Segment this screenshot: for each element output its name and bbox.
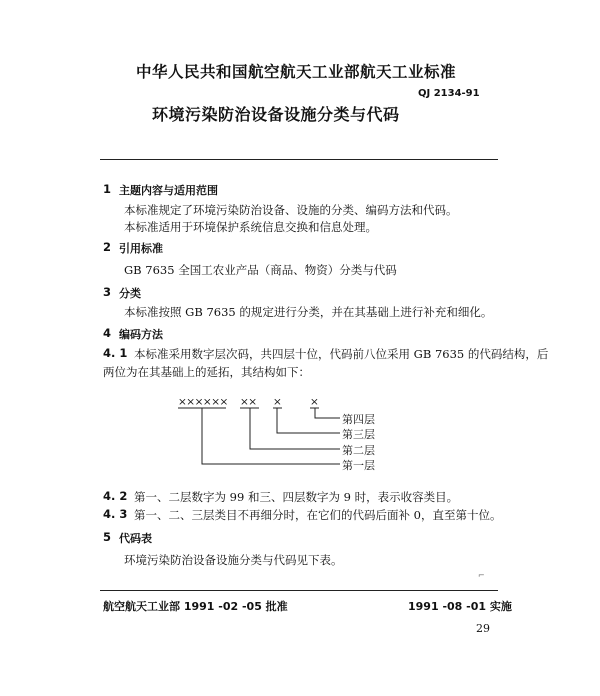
connector-layer-1 (202, 408, 340, 464)
footer-rule (100, 590, 498, 591)
clause-4-2-number: 4. 2 (103, 489, 128, 503)
code-group-2: ×× (240, 396, 257, 408)
effective-date: 1991 -08 -01 实施 (408, 600, 512, 613)
section-4-number: 4 (103, 326, 112, 340)
section-1-number: 1 (103, 182, 112, 196)
connector-layer-2 (250, 408, 340, 449)
clause-4-1-line-1: 本标准采用数字层次码，共四层十位，代码前八位采用 GB 7635 的代码结构，后 (134, 347, 549, 361)
code-group-3: × (273, 396, 282, 408)
clause-4-1-number: 4. 1 (103, 346, 128, 360)
section-1-title: 主题内容与适用范围 (119, 184, 218, 197)
section-4-title: 编码方法 (119, 328, 163, 341)
section-2-title: 引用标准 (119, 242, 163, 255)
clause-4-3-text: 第一、二、三层类目不再细分时，在它们的代码后面补 0，直至第十位。 (134, 508, 502, 522)
section-5-para-1: 环境污染防治设备设施分类与代码见下表。 (124, 553, 343, 567)
section-3-title: 分类 (119, 287, 141, 300)
section-1-para-1: 本标准规定了环境污染防治设备、设施的分类、编码方法和代码。 (124, 203, 458, 217)
page-number: 29 (476, 622, 490, 635)
code-group-4: × (310, 396, 319, 408)
document-title: 环境污染防治设备设施分类与代码 (152, 105, 400, 124)
org-title: 中华人民共和国航空航天工业部航天工业标准 (136, 63, 457, 81)
approval-line: 航空航天工业部 1991 -02 -05 批准 (103, 600, 288, 613)
reference-gb7635: GB 7635 全国工农业产品（商品、物资）分类与代码 (124, 263, 397, 277)
clause-4-1-line-2: 两位为在其基础上的延拓，其结构如下： (103, 365, 310, 379)
standard-code: QJ 2134-91 (418, 88, 480, 99)
section-5-number: 5 (103, 530, 112, 544)
connector-layer-3 (277, 408, 340, 433)
section-1-para-2: 本标准适用于环境保护系统信息交换和信息处理。 (124, 220, 377, 234)
layer-1-label: 第一层 (342, 459, 375, 472)
layer-4-label: 第四层 (342, 413, 375, 426)
layer-3-label: 第三层 (342, 428, 375, 441)
connector-layer-4 (315, 408, 340, 418)
clause-4-3-number: 4. 3 (103, 507, 128, 521)
clause-4-2-text: 第一、二层数字为 99 和三、四层数字为 9 时，表示收容类目。 (134, 490, 459, 504)
section-5-title: 代码表 (119, 532, 152, 545)
layer-2-label: 第二层 (342, 444, 375, 457)
section-2-number: 2 (103, 240, 112, 254)
section-3-para-1: 本标准按照 GB 7635 的规定进行分类，并在其基础上进行补充和细化。 (124, 305, 493, 319)
scan-mark: ⌐ (478, 571, 485, 580)
section-3-number: 3 (103, 285, 112, 299)
code-group-1: ×××××× (178, 396, 228, 408)
